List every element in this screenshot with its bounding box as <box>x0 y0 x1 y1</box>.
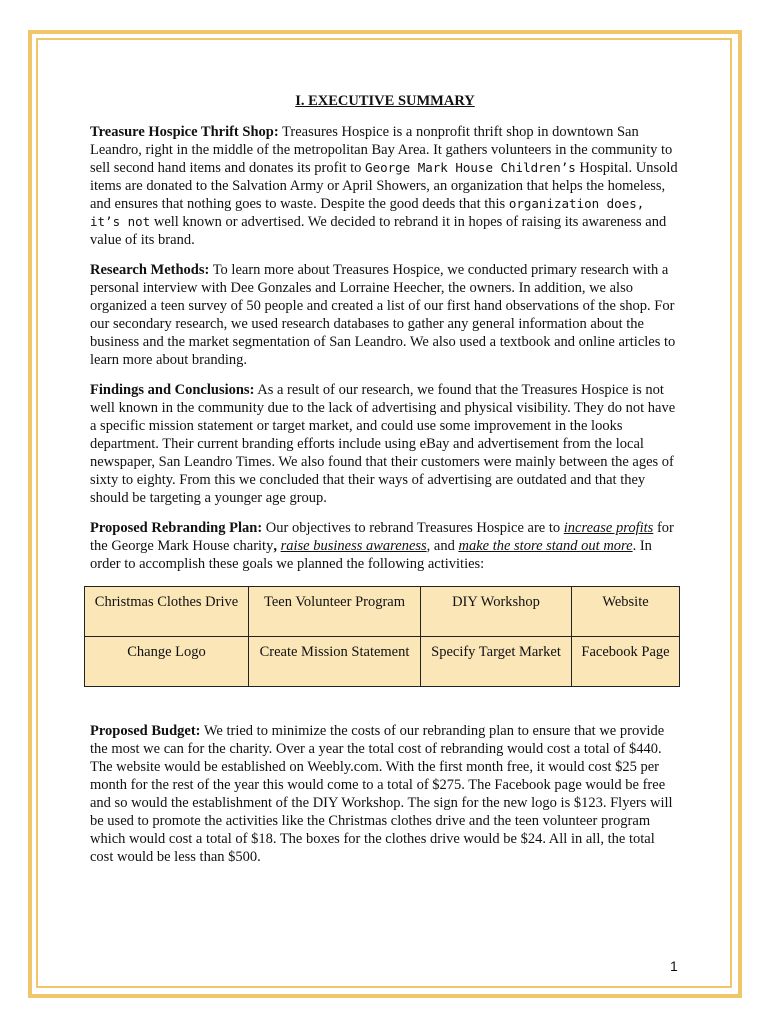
table-cell: Facebook Page <box>572 637 680 687</box>
findings-lead: Findings and Conclusions: <box>90 382 255 398</box>
budget-paragraph: Proposed Budget: We tried to minimize the costs of our rebranding plan to ensure that we provide the most we can for the charity. Over a year the total cost of rebranding would cost a total of $440. The website would be established on Weebly.com. With the first month free, it would cost $25 per month for the rest of the year this would come to a total of $275. The Facebook page would be free and so would the establishment of the DIY Workshop. The sign for the new logo is $123. Flyers will be used to promote the activities like the Christmas clothes drive and the teen volunteer program which would cost a total of $18. The boxes for the clothes drive would be $24. All in all, the total cost would be less than $500. <box>90 723 673 865</box>
table-cell: DIY Workshop <box>421 587 572 637</box>
goal-raise-awareness: raise business awareness <box>280 538 427 554</box>
document-body <box>90 92 680 585</box>
goal-stand-out: make the store stand out more <box>458 538 633 554</box>
table-row <box>85 637 680 687</box>
table-cell: Create Mission Statement <box>249 637 421 687</box>
research-lead: Research Methods: <box>90 262 210 278</box>
table-cell: Change Logo <box>85 637 249 687</box>
table-row <box>85 587 680 637</box>
plan-lead: Proposed Rebranding Plan: <box>90 520 263 536</box>
budget-lead: Proposed Budget: <box>90 723 201 739</box>
section-heading: I. EXECUTIVE SUMMARY <box>295 93 475 109</box>
goal-increase-profits: increase profits <box>563 520 654 536</box>
table-cell: Website <box>572 587 680 637</box>
summary-paragraph: Treasure Hospice Thrift Shop: Treasures Hospice is a nonprofit thrift shop in downtown San Leandro, right in the middle of the metropolitan Bay Area. It gathers volunteers in the community to sell second hand items and donates its profit to George Mark House Children’s Hospital. Unsold items are donated to the Salvation Army or April Showers, an organization that helps the homeless, and ensures that nothing goes to waste. Despite the good deeds that this organization does, it’s not well known or advertised. We decided to rebrand it in hopes of raising its awareness and value of its brand. <box>90 124 678 248</box>
page-number: 1 <box>670 958 678 974</box>
summary-lead: Treasure Hospice Thrift Shop: <box>90 124 279 140</box>
table-cell: Teen Volunteer Program <box>249 587 421 637</box>
findings-paragraph: Findings and Conclusions: As a result of our research, we found that the Treasures Hospice is not well known in the community due to the lack of advertising and physical visibility. They do not have a specific mission statement or target market, and could use some improvement in the looks department. Their current branding efforts include using eBay and advertisement from the local newspaper, San Leandro Times. We also found that their customers were mainly between the ages of sixty to eighty. From this we concluded that their ways of advertising are outdated and that they should be targeting a younger age group. <box>90 382 676 506</box>
activities-table <box>84 586 680 687</box>
table-cell: Specify Target Market <box>421 637 572 687</box>
research-paragraph: Research Methods: To learn more about Treasures Hospice, we conducted primary research with a personal interview with Dee Gonzales and Lorraine Heecher, the owners. In addition, we also organized a teen survey of 50 people and created a list of our first hand observations of the shop. For our secondary research, we used research databases to gather any general information about the business and the market segmentation of San Leandro. We also used a textbook and online articles to learn more about branding. <box>90 262 676 368</box>
plan-paragraph: Proposed Rebranding Plan: Our objectives to rebrand Treasures Hospice are to increase profits for the George Mark House charity, raise business awareness, and make the store stand out more. In order to accomplish these goals we planned the following activities: <box>90 520 674 572</box>
table-cell: Christmas Clothes Drive <box>85 587 249 637</box>
